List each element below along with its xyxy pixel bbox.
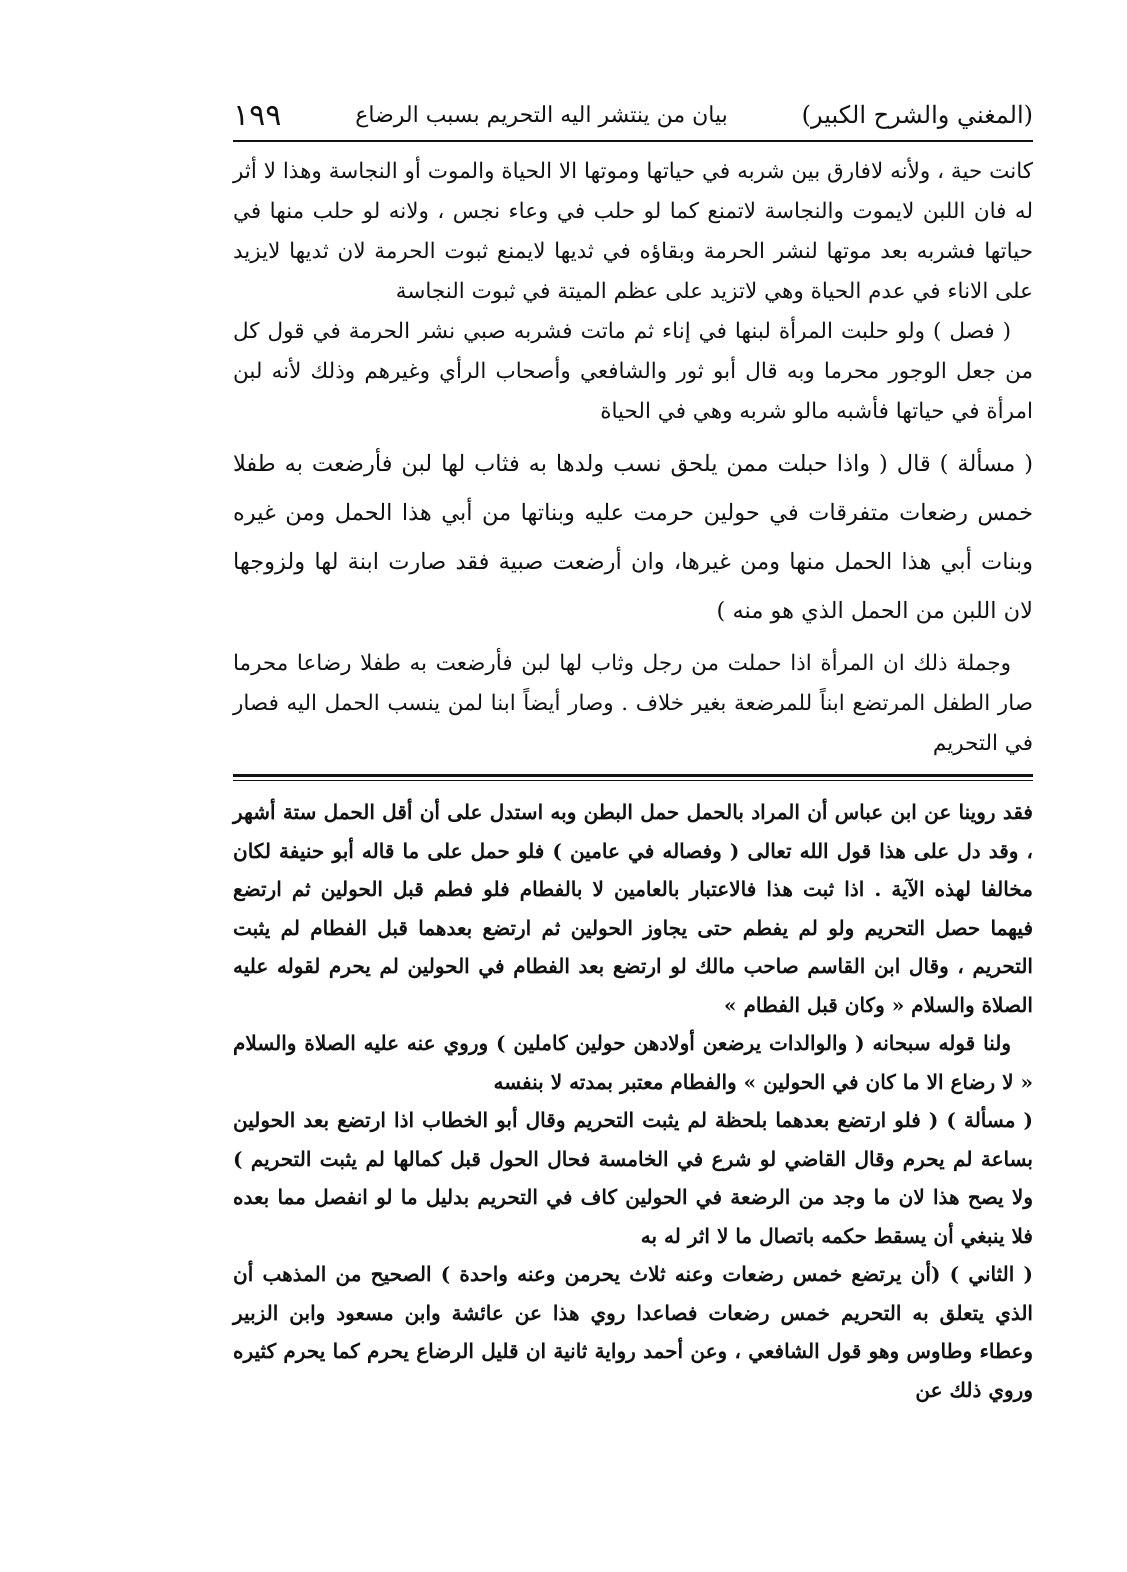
masala-block	[233, 440, 1033, 636]
divider-line-thick	[233, 774, 1033, 777]
main-paragraph: ( فصل ) ولو حلبت المرأة لبنها في إناء ثم ماتت فشربه صبي نشر الحرمة في قول كل من جعل الوجور محرما وبه قال أبو ثور والشافعي وأصحاب الرأي وغيرهم وذلك لأنه لبن امرأة في حياتها فأشبه مالو شربه وهي في الحياة	[233, 319, 1033, 424]
sharh-text	[233, 793, 1033, 1409]
sharh-paragraph: ولنا قوله سبحانه ( والوالدات يرضعن أولادهن حولين كاملين ) وروي عنه عليه الصلاة والسلام « لا رضاع الا ما كان في الحولين » والفطام معتبر بمدته لا بنفسه	[233, 1031, 1033, 1094]
main-text	[233, 152, 1033, 764]
page-header	[233, 92, 1033, 138]
masala-paragraph: ( مسألة ) قال ( واذا حبلت ممن يلحق نسب ولدها به فثاب لها لبن فأرضعت به طفلا خمس رضعات متفرقات في حولين حرمت عليه وبناتها من أبي هذا الحمل ومن غيره وبنات أبي هذا الحمل منها ومن غيرها، وان أرضعت صبية فقد صارت ابنة لها ولزوجها لان اللبن من الحمل الذي هو منه )	[233, 451, 1033, 624]
page-number: ١٩٩	[233, 97, 282, 133]
section-title: بيان من ينتشر اليه التحريم بسبب الرضاع	[355, 102, 728, 128]
document-page	[233, 92, 1033, 1409]
section-divider	[233, 774, 1033, 781]
sharh-paragraph: فقد روينا عن ابن عباس أن المراد بالحمل حمل البطن وبه استدل على أن أقل الحمل ستة أشهر ، وقد دل على هذا قول الله تعالى ( وفصاله في عامين ) فلو حمل على ما قاله أبو حنيفة لكان مخالفا لهذه الآية . اذا ثبت هذا فالاعتبار بالعامين لا بالفطام فلو فطم قبل الحولين ثم ارتضع فيهما حصل التحريم ولو لم يفطم حتى يجاوز الحولين ثم ارتضع بعدهما قبل الفطام لم يثبت التحريم ، وقال ابن القاسم صاحب مالك لو ارتضع بعد الفطام في الحولين لم يحرم لقوله عليه الصلاة والسلام « وكان قبل الفطام »	[233, 800, 1033, 1017]
sharh-paragraph: ( الثاني ) (أن يرتضع خمس رضعات وعنه ثلاث يحرمن وعنه واحدة ) الصحيح من المذهب أن الذي يتعلق به التحريم خمس رضعات فصاعدا روي هذا عن عائشة وابن مسعود وابن الزبير وعطاء وطاوس وهو قول الشافعي ، وعن أحمد رواية ثانية ان قليل الرضاع يحرم كما يحرم كثيره وروي ذلك عن	[233, 1262, 1033, 1402]
book-title: (المغني والشرح الكبير)	[801, 101, 1033, 129]
sharh-paragraph: ( مسألة ) ( فلو ارتضع بعدهما بلحظة لم يثبت التحريم وقال أبو الخطاب اذا ارتضع بعد الحولين بساعة لم يحرم وقال القاضي لو شرع في الخامسة فحال الحول قبل كمالها لم يثبت التحريم ) ولا يصح هذا لان ما وجد من الرضعة في الحولين كاف في التحريم بدليل ما لو انفصل مما بعده فلا ينبغي أن يسقط حكمه باتصال ما لا اثر له به	[233, 1108, 1033, 1248]
main-paragraph: كانت حية ، ولأنه لافارق بين شربه في حياتها وموتها الا الحياة والموت أو النجاسة وهذا لا أثر له فان اللبن لايموت والنجاسة لاتمنع كما لو حلب في وعاء نجس ، ولانه لو حلب منها في حياتها فشربه بعد موتها لنشر الحرمة وبقاؤه في ثديها لايمنع ثبوت الحرمة لان ثديها لايزيد على الاناء في عدم الحياة وهي لاتزيد على عظم الميتة في ثبوت النجاسة	[233, 159, 1033, 304]
divider-line-thin	[233, 780, 1033, 781]
explanation-paragraph: وجملة ذلك ان المرأة اذا حملت من رجل وثاب لها لبن فأرضعت به طفلا رضاعا محرما صار الطفل المرتضع ابناً للمرضعة بغير خلاف . وصار أيضاً ابنا لمن ينسب الحمل اليه فصار في التحريم	[233, 651, 1033, 756]
header-rule	[233, 140, 1033, 142]
